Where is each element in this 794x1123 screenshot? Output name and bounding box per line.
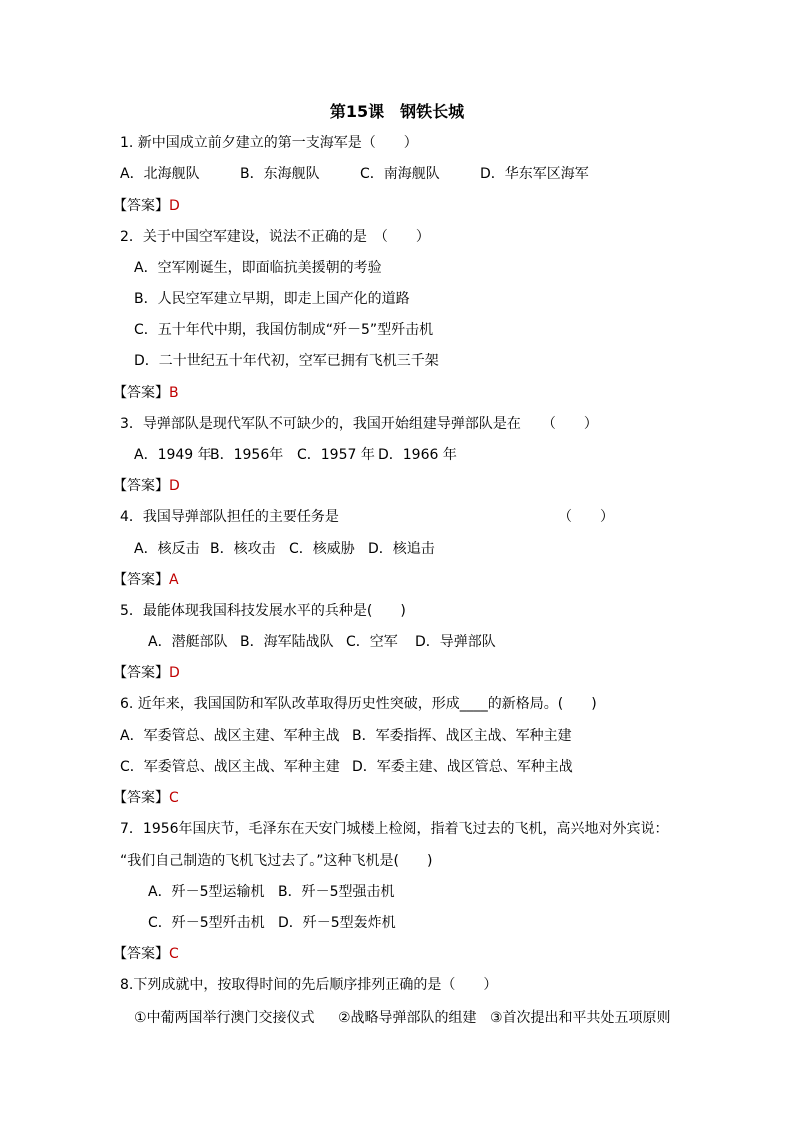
q7-option-a: A．歼－5型运输机 — [148, 884, 265, 900]
q3-option-c: C．1957 年 — [297, 447, 375, 463]
q7-option-c: C．歼－5型歼击机 — [148, 915, 265, 931]
question-1-answer — [113, 196, 180, 216]
q1-option-b: B．东海舰队 — [240, 166, 320, 182]
q6-option-d: D．军委主建、战区管总、军种主战 — [352, 759, 573, 775]
q3-option-b: B．1956年 — [210, 447, 284, 463]
answer-label: 【答案】 — [113, 665, 169, 681]
answer-value: D — [169, 478, 180, 494]
question-6-stem: 6. 近年来，我国国防和军队改革取得历史性突破，形成____的新格局。( ) — [120, 696, 597, 712]
answer-label: 【答案】 — [113, 478, 169, 494]
question-1-stem: 1. 新中国成立前夕建立的第一支海军是（ ） — [120, 135, 418, 151]
q8-item-3: ③首次提出和平共处五项原则 — [490, 1010, 671, 1026]
q1-option-d: D．华东军区海军 — [480, 166, 589, 182]
question-3-stem: 3．导弹部队是现代军队不可缺少的，我国开始组建导弹部队是在 （ ） — [120, 416, 598, 432]
answer-label: 【答案】 — [113, 198, 169, 214]
answer-value: C — [169, 946, 179, 962]
q2-option-c: C．五十年代中期，我国仿制成“歼－5”型歼击机 — [134, 322, 434, 338]
question-2-stem: 2．关于中国空军建设，说法不正确的是 （ ） — [120, 229, 430, 245]
q7-option-b: B．歼－5型强击机 — [278, 884, 395, 900]
q2-option-b: B．人民空军建立早期，即走上国产化的道路 — [134, 291, 410, 307]
answer-label: 【答案】 — [113, 572, 169, 588]
q8-item-1: ①中葡两国举行澳门交接仪式 — [134, 1010, 315, 1026]
q6-option-b: B．军委指挥、战区主战、军种主建 — [352, 728, 572, 744]
answer-value: D — [169, 665, 180, 681]
q2-option-a: A．空军刚诞生，即面临抗美援朝的考验 — [134, 260, 382, 276]
q1-option-c: C．南海舰队 — [360, 166, 440, 182]
answer-value: C — [169, 790, 179, 806]
question-5-stem: 5．最能体现我国科技发展水平的兵种是( ) — [120, 603, 406, 619]
answer-value: D — [169, 198, 180, 214]
q1-option-a: A．北海舰队 — [120, 166, 200, 182]
question-5-answer — [113, 663, 180, 683]
question-6-answer — [113, 788, 179, 808]
q8-item-2: ②战略导弹部队的组建 — [338, 1010, 477, 1026]
answer-label: 【答案】 — [113, 946, 169, 962]
q5-option-d: D．导弹部队 — [415, 634, 496, 650]
answer-label: 【答案】 — [113, 790, 169, 806]
answer-value: B — [169, 385, 179, 401]
q5-option-b: B．海军陆战队 — [240, 634, 334, 650]
question-4-stem: 4．我国导弹部队担任的主要任务是 — [120, 509, 339, 525]
q2-option-d: D．二十世纪五十年代初，空军已拥有飞机三千架 — [134, 353, 439, 369]
q7-option-d: D．歼－5型轰炸机 — [278, 915, 396, 931]
question-7-stem-line2: “我们自己制造的飞机飞过去了。”这种飞机是( ) — [120, 853, 433, 869]
q3-option-a: A．1949 年 — [134, 447, 212, 463]
q4-option-d: D．核追击 — [368, 541, 435, 557]
q4-option-b: B．核攻击 — [210, 541, 276, 557]
question-2-answer — [113, 383, 179, 403]
q5-option-a: A．潜艇部队 — [148, 634, 228, 650]
question-8-stem: 8.下列成就中，按取得时间的先后顺序排列正确的是（ ） — [120, 977, 498, 993]
question-3-answer — [113, 476, 180, 496]
answer-label: 【答案】 — [113, 385, 169, 401]
question-7-answer — [113, 944, 179, 964]
answer-value: A — [169, 572, 179, 588]
page-title: 第15课 钢铁长城 — [329, 102, 465, 121]
question-4-answer — [113, 570, 179, 590]
q4-option-a: A．核反击 — [134, 541, 200, 557]
q6-option-a: A．军委管总、战区主建、军种主战 — [120, 728, 340, 744]
question-7-stem-line1: 7．1956年国庆节，毛泽东在天安门城楼上检阅，指着飞过去的飞机，高兴地对外宾说： — [120, 821, 669, 837]
q6-option-c: C．军委管总、战区主战、军种主建 — [120, 759, 340, 775]
q5-option-c: C．空军 — [346, 634, 398, 650]
q4-option-c: C．核威胁 — [289, 541, 355, 557]
q3-option-d: D．1966 年 — [378, 447, 457, 463]
question-4-bracket: （ ） — [558, 509, 614, 525]
